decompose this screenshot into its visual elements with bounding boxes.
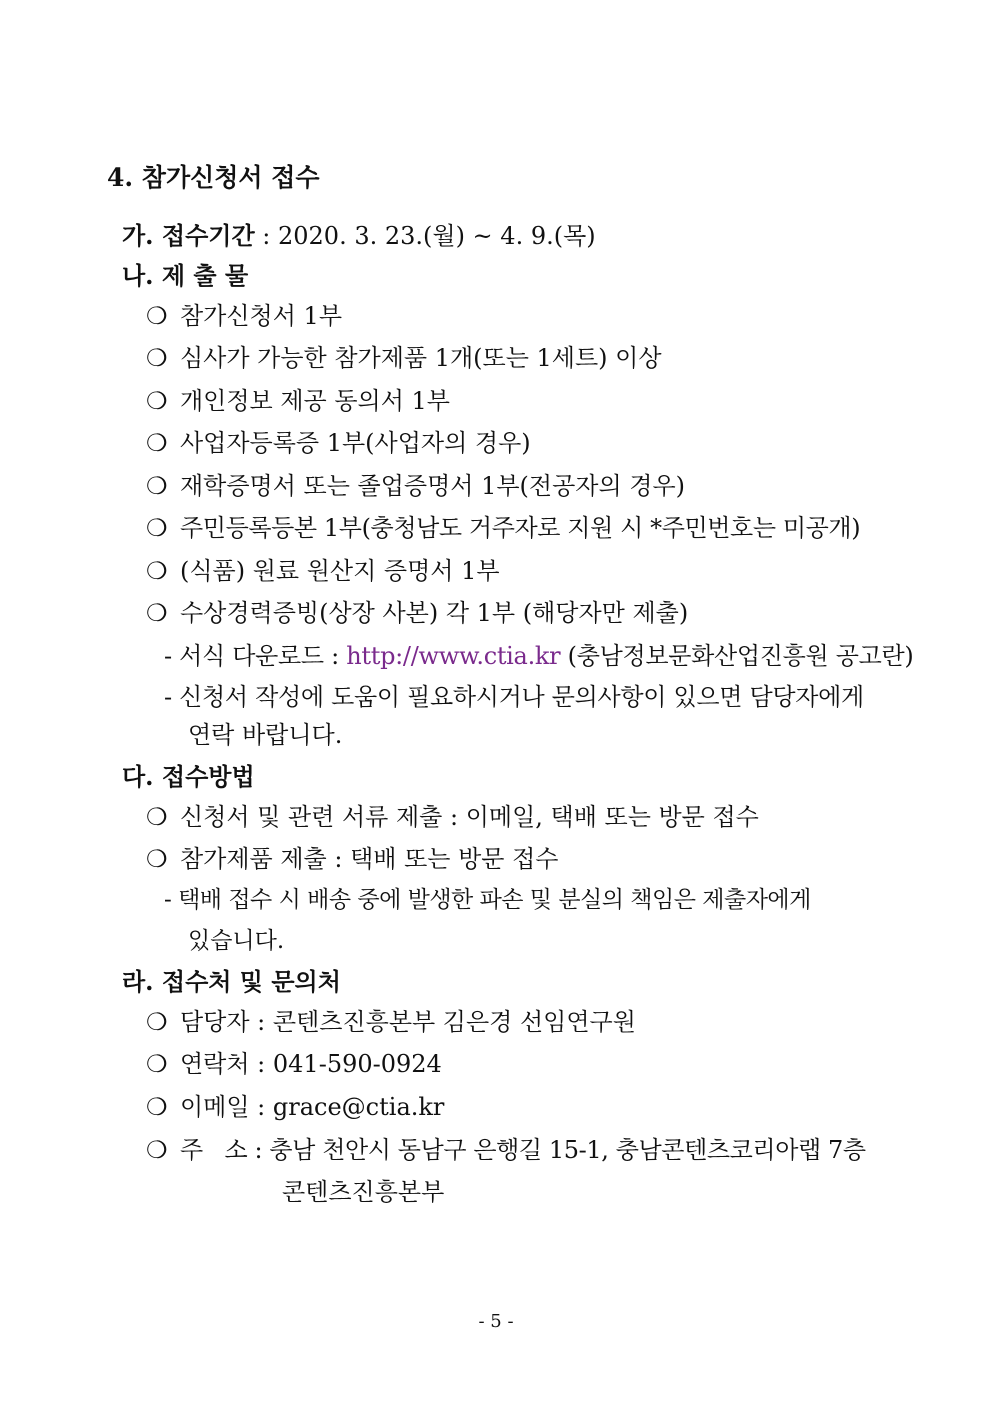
page-number: - 5 - <box>478 1311 514 1332</box>
bullet-icon: ❍ <box>146 1136 168 1164</box>
list-item-text: 주 소 : 충남 천안시 동남구 은행길 15-1, 충남콘텐츠코리아랩 7층 <box>180 1136 866 1164</box>
address-line2: 콘텐츠진흥본부 <box>282 1178 445 1206</box>
help-note-line1: - 신청서 작성에 도움이 필요하시거나 문의사항이 있으면 담당자에게 <box>164 683 864 711</box>
section-heading: 4. 참가신청서 접수 <box>107 163 320 192</box>
bullet-icon: ❍ <box>146 387 168 415</box>
bullet-icon: ❍ <box>146 472 168 500</box>
list-item-text: 신청서 및 관련 서류 제출 : 이메일, 택배 또는 방문 접수 <box>180 803 759 831</box>
download-note <box>164 641 913 671</box>
delivery-note-line1: - 택배 접수 시 배송 중에 발생한 파손 및 분실의 책임은 제출자에게 <box>164 887 811 913</box>
download-link[interactable]: http://www.ctia.kr <box>346 642 561 670</box>
list-item <box>146 1135 866 1165</box>
list-item <box>146 471 685 501</box>
help-note-line2: 연락 바랍니다. <box>188 721 343 749</box>
submissions-label: 나. 제 출 물 <box>122 261 249 290</box>
period-value: : 2020. 3. 23.(월) ~ 4. 9.(목) <box>254 222 596 250</box>
list-item-text: 담당자 : 콘텐츠진흥본부 김은경 선임연구원 <box>180 1008 636 1036</box>
list-item <box>146 386 450 416</box>
contact-label: 라. 접수처 및 문의처 <box>122 967 341 996</box>
bullet-icon: ❍ <box>146 302 168 330</box>
list-item <box>146 343 662 373</box>
period-row <box>122 221 596 251</box>
list-item <box>146 1092 444 1122</box>
bullet-icon: ❍ <box>146 557 168 585</box>
list-item-text: 참가제품 제출 : 택배 또는 방문 접수 <box>180 845 559 873</box>
list-item <box>146 1049 442 1079</box>
list-item <box>146 301 342 331</box>
period-label: 가. 접수기간 <box>122 221 255 250</box>
bullet-icon: ❍ <box>146 845 168 873</box>
list-item <box>146 844 558 874</box>
method-label: 다. 접수방법 <box>122 762 255 791</box>
delivery-note-line2: 있습니다. <box>188 928 285 954</box>
bullet-icon: ❍ <box>146 1008 168 1036</box>
bullet-icon: ❍ <box>146 1050 168 1078</box>
list-item-text: 개인정보 제공 동의서 1부 <box>180 387 450 415</box>
list-item <box>146 1007 636 1037</box>
list-item-text: 수상경력증빙(상장 사본) 각 1부 (해당자만 제출) <box>180 599 689 627</box>
list-item <box>146 428 531 458</box>
list-item <box>146 802 759 832</box>
list-item-text: 심사가 가능한 참가제품 1개(또는 1세트) 이상 <box>180 344 662 372</box>
download-suffix: (충남정보문화산업진흥원 공고란) <box>560 642 914 670</box>
list-item-text: (식품) 원료 원산지 증명서 1부 <box>180 557 500 585</box>
list-item-text: 사업자등록증 1부(사업자의 경우) <box>180 429 531 457</box>
list-item-text: 이메일 : grace@ctia.kr <box>180 1093 445 1121</box>
bullet-icon: ❍ <box>146 1093 168 1121</box>
download-prefix: - 서식 다운로드 : <box>164 642 347 670</box>
bullet-icon: ❍ <box>146 344 168 372</box>
list-item-text: 참가신청서 1부 <box>180 302 343 330</box>
list-item-text: 주민등록등본 1부(충청남도 거주자로 지원 시 *주민번호는 미공개) <box>180 514 861 542</box>
list-item-text: 재학증명서 또는 졸업증명서 1부(전공자의 경우) <box>180 472 686 500</box>
bullet-icon: ❍ <box>146 514 168 542</box>
bullet-icon: ❍ <box>146 803 168 831</box>
list-item <box>146 513 860 543</box>
list-item <box>146 556 500 586</box>
bullet-icon: ❍ <box>146 429 168 457</box>
list-item <box>146 598 688 628</box>
list-item-text: 연락처 : 041-590-0924 <box>180 1050 442 1078</box>
bullet-icon: ❍ <box>146 599 168 627</box>
